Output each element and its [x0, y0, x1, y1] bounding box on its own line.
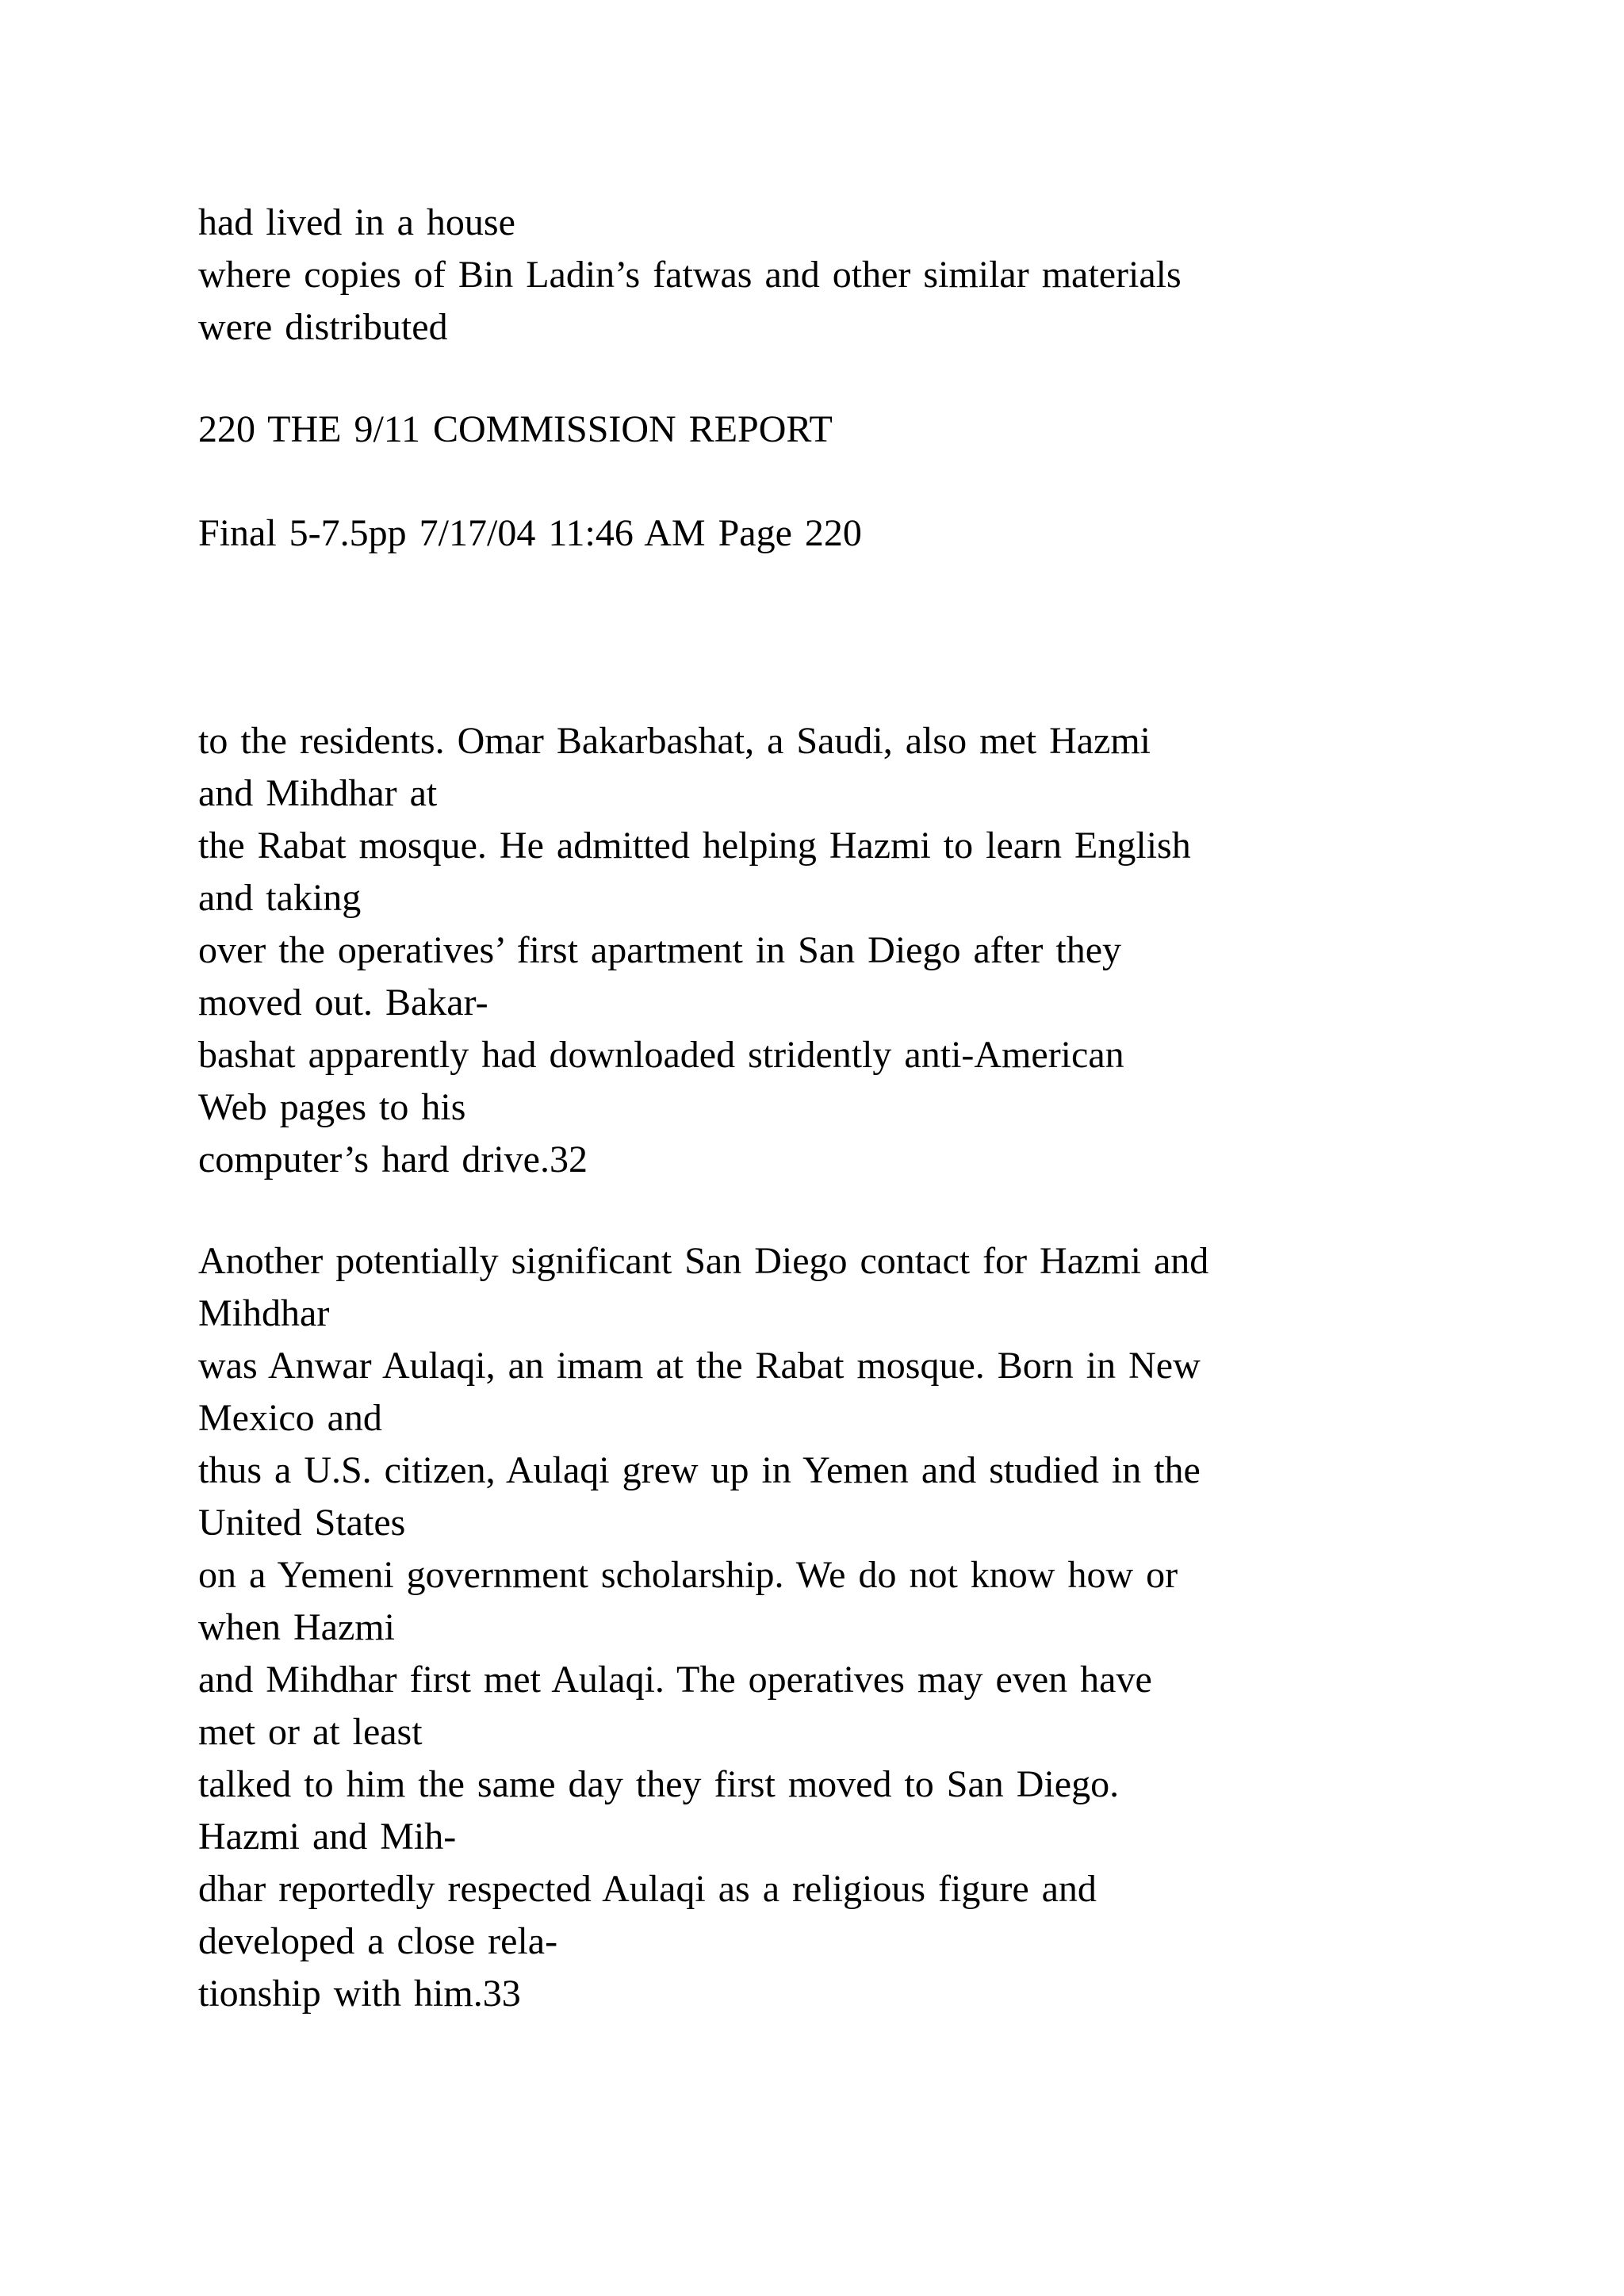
text-line: and Mihdhar at	[198, 772, 438, 814]
text-line: to the residents. Omar Bakarbashat, a Saudi, also met Hazmi	[198, 720, 1151, 762]
text-line: Mihdhar	[198, 1292, 330, 1334]
paragraph-aulaqi	[198, 1235, 1499, 2020]
text-line: Another potentially significant San Diego contact for Hazmi and	[198, 1240, 1209, 1282]
text-line: when Hazmi	[198, 1606, 395, 1648]
text-line: tionship with him.33	[198, 1973, 521, 2015]
text-line: and Mihdhar first met Aulaqi. The operatives may even have	[198, 1659, 1152, 1701]
text-line: moved out. Bakar-	[198, 982, 488, 1024]
running-header	[198, 404, 1499, 456]
print-slug	[198, 507, 1499, 560]
text-line: the Rabat mosque. He admitted helping Hazmi to learn English	[198, 825, 1191, 867]
text-line: United States	[198, 1502, 406, 1544]
text-line: met or at least	[198, 1711, 423, 1753]
text-line: over the operatives’ first apartment in San Diego after they	[198, 929, 1122, 971]
text-line: Web pages to his	[198, 1086, 466, 1128]
text-line: Mexico and	[198, 1397, 382, 1439]
text-line: computer’s hard drive.32	[198, 1138, 588, 1181]
text-line: were distributed	[198, 306, 448, 348]
print-slug-text: Final 5-7.5pp 7/17/04 11:46 AM Page 220	[198, 512, 862, 554]
text-line: dhar reportedly respected Aulaqi as a religious figure and	[198, 1868, 1097, 1910]
paragraph-bakarbashat	[198, 715, 1499, 1186]
text-line: thus a U.S. citizen, Aulaqi grew up in Yemen and studied in the	[198, 1449, 1201, 1491]
text-line: talked to him the same day they first moved to San Diego.	[198, 1763, 1120, 1805]
text-line: and taking	[198, 877, 362, 919]
text-line: on a Yemeni government scholarship. We do not know how or	[198, 1554, 1178, 1596]
text-line: was Anwar Aulaqi, an imam at the Rabat mosque. Born in New	[198, 1345, 1201, 1387]
text-line: Hazmi and Mih-	[198, 1816, 457, 1858]
text-line: developed a close rela-	[198, 1920, 558, 1962]
text-line: had lived in a house	[198, 201, 515, 243]
paragraph-fatwas-continuation	[198, 197, 1499, 354]
running-header-text: 220 THE 9/11 COMMISSION REPORT	[198, 408, 833, 450]
text-line: bashat apparently had downloaded stridently anti-American	[198, 1034, 1124, 1076]
text-line: where copies of Bin Ladin’s fatwas and other similar materials	[198, 254, 1182, 296]
